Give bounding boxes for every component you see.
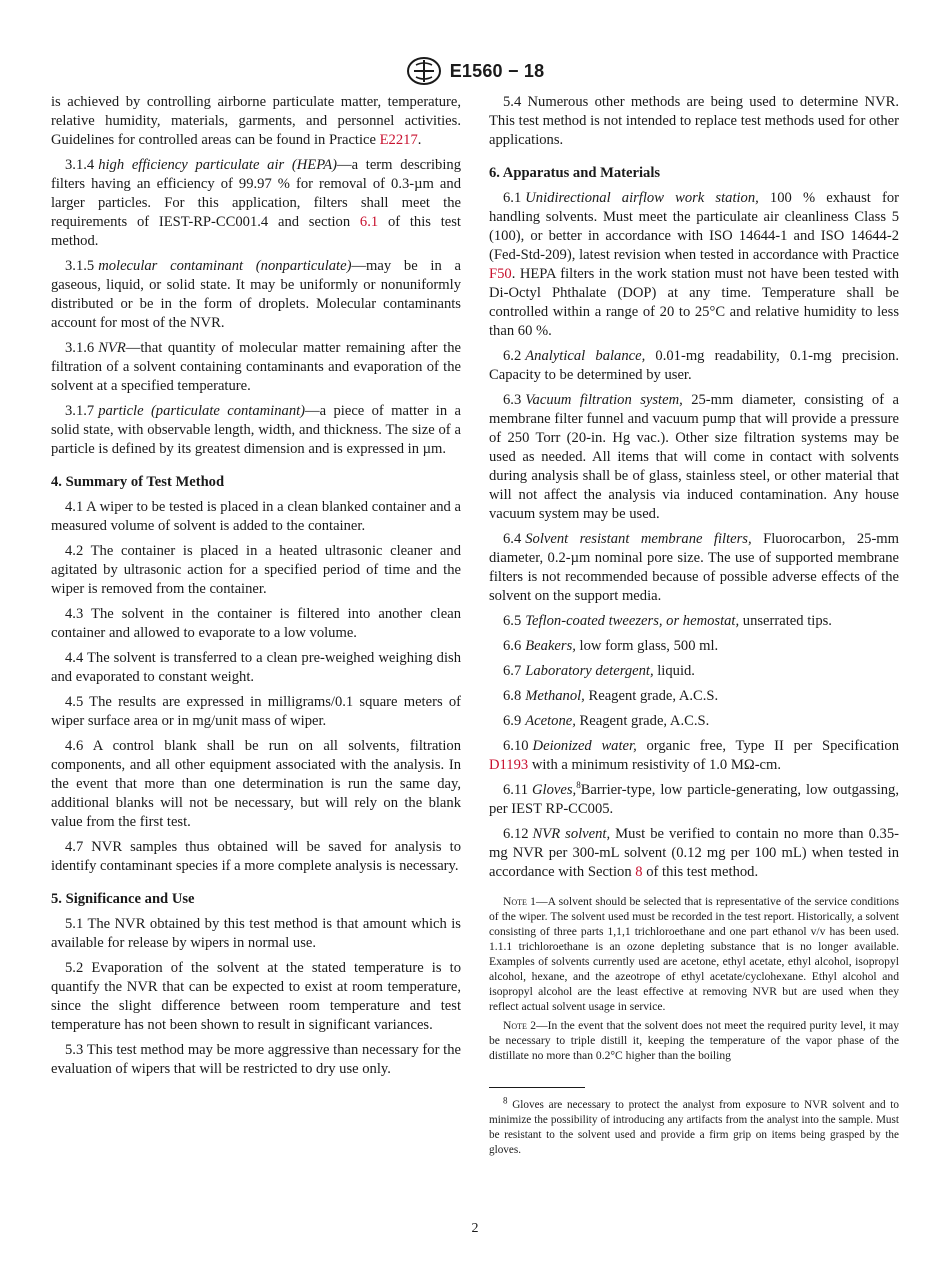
link-d1193[interactable]: D1193 xyxy=(489,757,529,773)
section-heading-6: 6. Apparatus and Materials xyxy=(489,165,661,181)
footnote-8: $^8$ Gloves are necessary to protect the analyst from exposure to NVR solvent and to minimize the possibility of introducing any artifacts from the analyst into the sample. Must be resistant to the solvent used and provide a firm grip on items being grasped by the gloves. xyxy=(489,1095,899,1156)
section-5-2: 5.2 Evaporation of the solvent at the stated temperature is to quantify the NVR that can be expected to exist at room temperature, since the slight difference between room temperature and test temperature has not been shown to result in significant variances. xyxy=(51,960,461,1033)
section-heading-4: 4. Summary of Test Method xyxy=(51,474,225,490)
item-6-12: 6.12 NVR solvent, Must be verified to contain no more than 0.35-mg NVR per 300-mL solvent (0.12 mg per 100 mL) when tested in accordance with Section 8 of this test method. xyxy=(489,826,900,880)
section-heading-5: 5. Significance and Use xyxy=(51,891,195,907)
link-f50[interactable]: F50 xyxy=(489,266,512,282)
section-5-1: 5.1 The NVR obtained by this test method is that amount which is available for release by wipers in normal use. xyxy=(51,916,461,951)
footnote-ref-8[interactable]: 8 xyxy=(576,780,581,791)
item-6-8: 6.8 Methanol, Reagent grade, A.C.S. xyxy=(503,688,719,704)
item-6-9: 6.9 Acetone, Reagent grade, A.C.S. xyxy=(503,713,710,729)
section-4-5: 4.5 The results are expressed in milligrams/0.1 square meters of wiper surface area or in mg/unit mass of wiper. xyxy=(51,694,461,729)
page-number: 2 xyxy=(471,1221,479,1236)
section-5-4: 5.4 Numerous other methods are being used to determine NVR. This test method is not intended to replace test methods used for other applications. xyxy=(489,94,899,148)
right-column xyxy=(489,93,899,1158)
definition-3-1-4: 3.1.4 high efficiency particulate air (HEPA)—a term describing filters having an efficiency of 99.97 % for removal of 0.3-µm and larger particles. For this application, filters shall meet the requirements of IEST-RP-CC001.4 and section 6.1 of this test method. xyxy=(51,157,461,249)
link-e2217[interactable]: E2217 xyxy=(379,132,418,148)
item-6-3: 6.3 Vacuum filtration system, 25-mm diameter, consisting of a membrane filter funnel and vacuum pump that will provide a pressure of 250 Torr (20-in. Hg vac.). Other size filtration systems may be used as needed. All items that will come in contact with solvents during analysis shall be of glass, stainless steel, or other material that will not affect the analysis via induced contamination. Any house vacuum system may be used. xyxy=(489,392,899,522)
section-4-3: 4.3 The solvent in the container is filtered into another clean container and allowed to evaporate to a low volume. xyxy=(51,606,461,641)
link-section-6-1[interactable]: 6.1 xyxy=(359,214,379,230)
item-6-4: 6.4 Solvent resistant membrane filters, Fluorocarbon, 25-mm diameter, 0.2-µm nominal pore size. The use of supported membrane filters is not recommended because of possible adverse effects of the solvent on the support media. xyxy=(489,531,900,604)
astm-logo-icon xyxy=(406,56,442,86)
note-1: Note 1—A solvent should be selected that is representative of the service conditions of the wiper. The solvent used must be recorded in the test report. Historically, a solvent consisting of three parts 1,1,1 trichloroethane and one part ethanol v/v has been used. 1.1.1 trichloroethane is an ozone depleting substance that is no longer available. Examples of solvents currently used are acetone, ethyl acetate, ethyl alcohol, isopropyl alcohol, hexane, and the azeotrope of ethyl acetate/cyclohexane. Ethyl alcohol and isopropyl alcohol are the least effective at removing NVR but are used when they reflect actual solvent usage in service. xyxy=(489,895,899,1013)
section-4-2: 4.2 The container is placed in a heated ultrasonic cleaner and agitated by ultrasonic action for a specified period of time and the wiper is removed from the container. xyxy=(51,543,461,597)
item-6-6: 6.6 Beakers, low form glass, 500 ml. xyxy=(503,638,719,654)
page-header xyxy=(0,56,950,86)
link-section-8[interactable]: 8 xyxy=(635,864,643,880)
footnote-divider xyxy=(489,1087,585,1088)
definition-3-1-5: 3.1.5 molecular contaminant (nonparticulate)—may be in a gaseous, liquid, or solid state. It may be uniformly or nonuniformly distributed or be in the form of droplets. Molecular contaminants account for most of the NVR. xyxy=(51,258,461,331)
item-6-7: 6.7 Laboratory detergent, liquid. xyxy=(503,663,695,679)
section-4-6: 4.6 A control blank shall be run on all solvents, filtration components, and all other equipment associated with the analysis. In the event that more than one determination is run the same day, additional blanks will not be necessary, but will rely on the blank value from the first test. xyxy=(51,738,461,830)
definition-3-1-6: 3.1.6 NVR—that quantity of molecular matter remaining after the filtration of a solvent containing contaminants and evaporation of the solvent at a specified temperature. xyxy=(51,340,461,394)
item-6-10: 6.10 Deionized water, organic free, Type II per Specification D1193 with a minimum resistivity of 1.0 MΩ-cm. xyxy=(489,738,899,773)
item-6-11: 6.11 Gloves,$^8$Barrier-type, low particle-generating, low outgassing, per IEST RP-CC005. xyxy=(489,780,899,817)
paragraph-continuation: is achieved by controlling airborne particulate matter, temperature, relative humidity, materials, garments, and personnel activities. Guidelines for controlled areas can be found in Practice E2217. xyxy=(51,94,461,148)
note-2: Note 2—In the event that the solvent does not meet the required purity level, it may be necessary to triple distill it, keeping the temperature of the vapor phase of the distillate no more than 0.2°C higher than the boiling xyxy=(489,1019,899,1062)
item-6-2: 6.2 Analytical balance, 0.01-mg readability, 0.1-mg precision. Capacity to be determined by user. xyxy=(489,348,899,383)
section-4-4: 4.4 The solvent is transferred to a clean pre-weighed weighing dish and evaporated to constant weight. xyxy=(51,650,461,685)
document-id: E1560 − 18 xyxy=(449,60,545,81)
item-6-5: 6.5 Teflon-coated tweezers, or hemostat, unserrated tips. xyxy=(503,613,832,629)
definition-3-1-7: 3.1.7 particle (particulate contaminant)—a piece of matter in a solid state, with observable length, width, and thickness. The size of a particle is defined by its greatest dimension and is expressed in µm. xyxy=(51,403,461,457)
section-4-1: 4.1 A wiper to be tested is placed in a clean blanked container and a measured volume of solvent is added to the container. xyxy=(51,499,461,534)
section-4-7: 4.7 NVR samples thus obtained will be saved for analysis to identify contaminant species if a more complete analysis is necessary. xyxy=(51,839,461,874)
left-column xyxy=(51,93,461,1085)
item-6-1: 6.1 Unidirectional airflow work station, 100 % exhaust for handling solvents. Must meet the particulate air cleanliness Class 5 (100), or better in accordance with ISO 14644-1 and ISO 14644-2 (Fed-Std-209), latest revision when tested in accordance with Practice F50. HEPA filters in the work station must not have been tested with Di-Octyl Phthalate (DOP) at any time. Temperature shall be controlled within a range of 20 to 25°C and relative humidity to less than 60 %. xyxy=(489,190,899,339)
section-5-3: 5.3 This test method may be more aggressive than necessary for the evaluation of wipers that will be restricted to dry use only. xyxy=(51,1042,461,1077)
